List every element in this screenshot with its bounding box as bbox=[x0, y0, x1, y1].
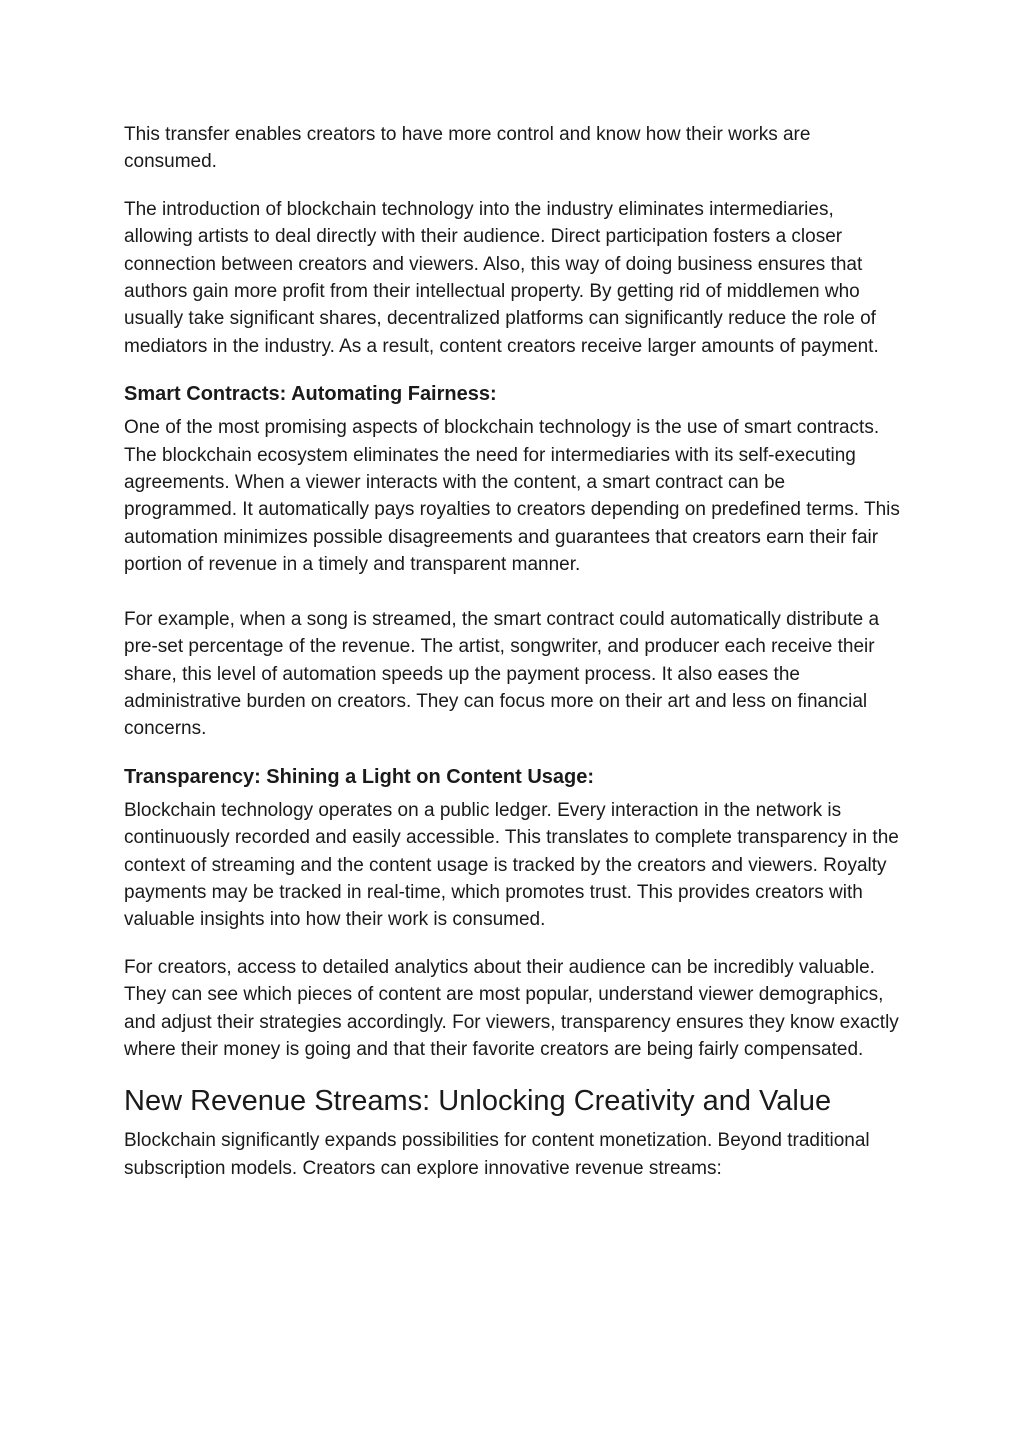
heading-transparency: Transparency: Shining a Light on Content Usage: bbox=[124, 765, 595, 788]
paragraph-control-consumption: This transfer enables creators to have more control and know how their works are consumed. bbox=[124, 124, 811, 173]
document-page bbox=[124, 121, 900, 1182]
heading-new-revenue-streams: New Revenue Streams: Unlocking Creativity and Value bbox=[124, 1085, 832, 1118]
paragraph-intermediaries: The introduction of blockchain technology into the industry eliminates intermediaries, allowing artists to deal directly with their audience. Direct participation fosters a closer connection between creators and viewers. Also, this way of doing business ensures that authors gain more profit from their intellectual property. By getting rid of middlemen who usually take significant shares, decentralized platforms can significantly reduce the role of mediators in the industry. As a result, content creators receive larger amounts of payment. bbox=[124, 198, 879, 357]
paragraph-song-example: For example, when a song is streamed, the smart contract could automatically distribute a pre-set percentage of the revenue. The artist, songwriter, and producer each receive their share, this level of automation speeds up the payment process. It also eases the administrative burden on creators. They can focus more on their art and less on financial concerns. bbox=[124, 608, 880, 740]
paragraph-smart-contracts: One of the most promising aspects of blockchain technology is the use of smart contracts. The blockchain ecosystem eliminates the need for intermediaries with its self-executing agreements. When a viewer interacts with the content, a smart contract can be programmed. It automatically pays royalties to creators depending on predefined terms. This automation minimizes possible disagreements and guarantees that creators earn their fair portion of revenue in a timely and transparent manner. bbox=[124, 417, 900, 576]
paragraph-monetization: Blockchain significantly expands possibilities for content monetization. Beyond traditional subscription models. Creators can explore innovative revenue streams: bbox=[124, 1130, 870, 1179]
heading-smart-contracts: Smart Contracts: Automating Fairness: bbox=[124, 383, 497, 406]
paragraph-analytics: For creators, access to detailed analytics about their audience can be incredibly valuable. They can see which pieces of content are most popular, understand viewer demographics, and adjust their strategies accordingly. For viewers, transparency ensures they know exactly where their money is going and that their favorite creators are being fairly compensated. bbox=[124, 956, 899, 1060]
paragraph-public-ledger: Blockchain technology operates on a public ledger. Every interaction in the network is continuously recorded and easily accessible. This translates to complete transparency in the context of streaming and the content usage is tracked by the creators and viewers. Royalty payments may be tracked in real-time, which promotes trust. This provides creators with valuable insights into how their work is consumed. bbox=[124, 799, 899, 931]
